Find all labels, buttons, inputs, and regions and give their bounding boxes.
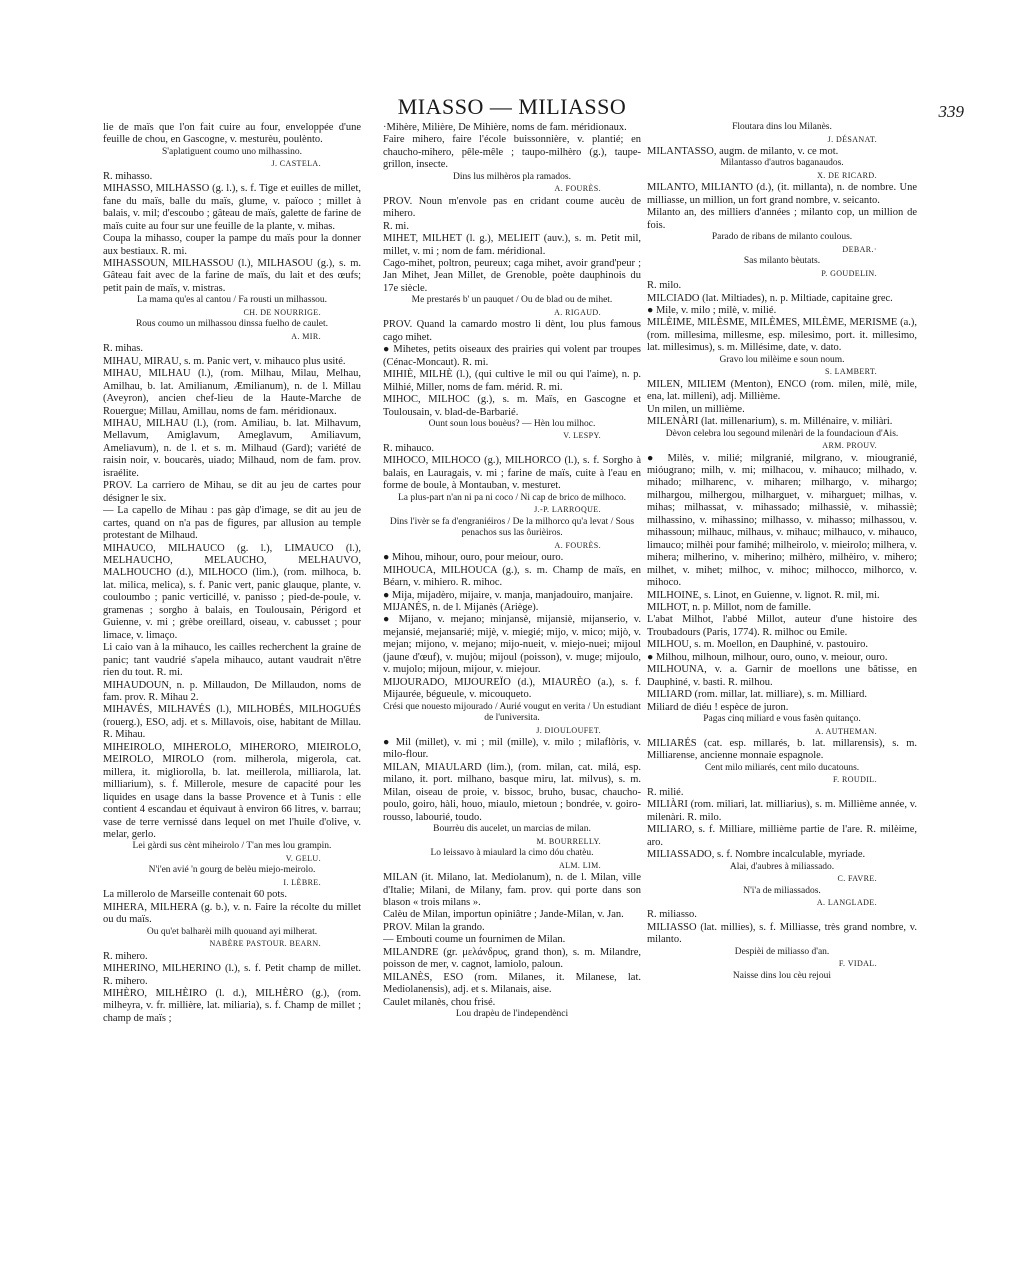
dictionary-entry: MIHOCO, MILHOCO (g.), MILHORCO (l.), s. f. Sorgho à balais, en Lauragais, v. mi ; farine de maïs, cuite à l'eau en forme de boule, à Montauban, v. mesturet. xyxy=(383,455,641,492)
dictionary-entry: MILHOINE, s. Linot, en Guienne, v. lignot. R. mil, mi. xyxy=(647,589,880,601)
citation-quote: Pagas cinq miliard e vous fasèn quitanço. xyxy=(703,714,861,725)
citation-author: J. CASTELA. xyxy=(271,159,321,169)
citation-quote: Dins l'ivèr se fa d'engraniéiros / De la milhorco qu'a levat / Sous penachos sus las ôurièiros. xyxy=(389,516,635,539)
dictionary-entry: MIHASSOUN, MILHASSOU (l.), MILHASOU (g.), s. m. Gâteau fait avec de la farine de maïs, du lait et des œufs; petit pain de maïs, v. mistras. xyxy=(103,258,361,294)
citation-author: A. FOURÈS. xyxy=(554,540,601,550)
dictionary-entry: MILIASSO (lat. millies), s. f. Milliasse, très grand nombre, v. milanto. xyxy=(647,921,917,946)
citation-quote: Bourrèu dis aucelet, un marcias de milan. xyxy=(433,824,591,835)
dictionary-entry: Milanto an, des milliers d'années ; milanto cop, un million de fois. xyxy=(647,207,917,231)
page-number: 339 xyxy=(938,102,964,121)
etymology-reference: R. milo. xyxy=(647,280,682,292)
citation-author: V. LESPY. xyxy=(563,431,601,441)
dictionary-entry: — Embouti coume un fournimen de Milan. xyxy=(383,934,566,946)
dictionary-entry: Un milen, un millième. xyxy=(647,403,745,415)
dictionary-entry: ·Mihère, Milière, De Mihière, noms de fam. méridionaux. xyxy=(383,122,627,133)
citation-quote: Milantasso d'autros baganaudos. xyxy=(720,158,844,169)
dictionary-entry: MILIARÉS (cat. esp. millarés, b. lat. millarensis), s. m. Milliarense, ancienne monnaie espagnole. xyxy=(647,737,917,762)
dictionary-entry: MIHIÈ, MILHÈ (l.), (qui cultive le mil ou qui l'aime), n. p. Milhié, Miller, noms de fam. mérid. R. mi. xyxy=(383,369,641,393)
dictionary-entry: MILANTASSO, augm. de milanto, v. ce mot. xyxy=(647,145,839,157)
citation-quote: Ou qu'et balharèi milh quouand ayi milherat. xyxy=(146,926,318,937)
citation-author: V. GELU. xyxy=(285,853,321,863)
citation-author: F. ROUDIL. xyxy=(832,775,877,785)
citation-quote: Dins lus milhèros pla ramados. xyxy=(453,171,571,182)
citation-author: NABÈRE PASTOUR. BEARN. xyxy=(209,939,321,949)
dictionary-entry: lie de maïs que l'on fait cuire au four, enveloppée d'une feuille de chou, en Gascogne, v. mesturèu, poulènto. xyxy=(103,122,361,146)
dictionary-entry: ● Mihou, mihour, ouro, pour meiour, ouro. xyxy=(383,552,564,564)
dictionary-entry: MILHOUNA, v. a. Garnir de moellons une bâtisse, en Dauphiné, v. basti. R. milhou. xyxy=(647,664,917,688)
citation-quote: Gravo lou milèime e soun noum. xyxy=(719,354,845,365)
citation-author: J.-P. LARROQUE. xyxy=(534,505,601,515)
etymology-reference: R. milié. xyxy=(647,786,684,798)
dictionary-entry: MIHAUCO, MILHAUCO (g. l.), LIMAUCO (l.), MELHAUCHO, MELAUCHO, MELHAUVO, MALHOUCHO (d.), MILHOCO (lim.), (rom. milhoca, b. lat. milica, melica), s. f. Panic vert, panic glauque, plante, v. couloumbo ; panic verticillé, v. panisso ; pied-de-poule, v. gramenas ; sorgho à balais, en Toulousain, Périgord et Guienne, v. mi ; grèbe oreillard, oiseau, v. cabusset ; pour limace, v. limaço. xyxy=(103,542,361,641)
etymology-reference: R. mihauco. xyxy=(383,442,435,454)
dictionary-entry: MILHOU, s. m. Moellon, en Dauphiné, v. pastouiro. xyxy=(647,639,868,651)
dictionary-entry: PROV. Milan la grando. xyxy=(383,921,485,933)
citation-quote: Lou drapèu de l'independènci xyxy=(455,1009,569,1020)
dictionary-entry: Coupa la mihasso, couper la pampe du maïs pour la donner aux bestiaux. R. mi. xyxy=(103,233,361,257)
dictionary-entry: ● Mile, v. milo ; milè, v. milié. xyxy=(647,304,777,316)
column-middle xyxy=(383,122,641,1272)
dictionary-entry: MIHEIROLO, MIHEROLO, MIHERORO, MIEIROLO, MEIROLO, MIROLO (rom. milherola, migerola, cat. millera, it. migliorolla, b. lat. meillerola, milliarola, lat. milliarium), s. f. Millerole, mesure de capacité pour les liquides en usage dans la basse Provence et à Tunis : elle contient 4 escandau et équivaut à environ 66 litres, v. barrau; vase de terre vernissé dans lequel on met l'huile d'olive, v. melar, gerlo. xyxy=(103,741,361,840)
running-head: MIASSO — MILIASSO xyxy=(397,94,627,119)
dictionary-entry: Faire mihero, faire l'école buissonnière, v. plantié; en chaucho-mihero, pêle-mêle ; taupo-milhèro (g.), taupe-grillon, insecte. xyxy=(383,134,641,171)
citation-author: C. FAVRE. xyxy=(837,874,877,884)
dictionary-entry: ● Mihetes, petits oiseaux des prairies qui volent par troupes (Cénac-Moncaut). R. mi. xyxy=(383,344,641,368)
dictionary-entry: MILIASSADO, s. f. Nombre incalculable, myriade. xyxy=(647,849,866,861)
dictionary-entry: MIHAVÉS, MILHAVÉS (l.), MILHOBÉS, MILHOGUÉS (rouerg.), ESO, adj. et s. Millavois, oise, habitant de Millau. R. Mihau. xyxy=(103,704,361,741)
citation-quote: Floutara dins lou Milanès. xyxy=(732,122,832,132)
column-left xyxy=(103,122,361,1272)
dictionary-entry: Caulet milanès, chou frisé. xyxy=(383,996,496,1008)
dictionary-entry: ● Mijano, v. mejano; minjansè, mijansiè, mijanserio, v. mejansié, mejansarié; mijè, v. miegié; mijo, v. mico; mijò, v. mejan; mijono, v. mejano; mijo-nueit, v. miejo-nuei; mijoul (jaune d'œuf), v. mujòu; mijoul (poisson), v. muge; mijoulo, v. mujolo; mijoun, mijour, v. miejour. xyxy=(383,614,641,676)
dictionary-entry: MILANDRE (gr. μελάνδρυς, grand thon), s. m. Milandre, poisson de mer, v. cagnot, lamiolo, paloun. xyxy=(383,946,641,971)
etymology-reference: R. mihas. xyxy=(103,343,143,355)
dictionary-entry: Miliard de dìéu ! espèce de juron. xyxy=(647,701,789,713)
citation-quote: Naisse dins lou cèu rejoui xyxy=(732,970,832,981)
citation-quote: N'i'en avié 'n gourg de belèu miejo-meirolo. xyxy=(148,865,316,876)
dictionary-entry: MIHAU, MILHAU (l.), (rom. Milhau, Milau, Melhau, Amilhau, b. lat. Amilianum, Æmilianum), n. de l. Millau (Aveyron), ancien chef-lieu de la Haute-Marche de Rouergue; Millau, Amillau, noms de fam. méridionaux. xyxy=(103,368,361,417)
citation-author: A. LANGLADE. xyxy=(816,898,877,908)
citation-quote: Lo leissavo à miaulard la cimo dóu chatèu. xyxy=(430,848,594,859)
citation-author: J. DIOULOUFET. xyxy=(536,725,601,735)
etymology-reference: R. miliasso. xyxy=(647,909,697,921)
citation-author: J. DÉSANAT. xyxy=(827,134,877,144)
citation-quote: La plus-part n'an ni pa ni coco / Ni cap de brico de milhoco. xyxy=(397,492,627,503)
dictionary-entry: MILENÀRI (lat. millenarium), s. m. Millénaire, v. miliàri. xyxy=(647,416,893,428)
dictionary-entry: MIHERA, MILHERA (g. b.), v. n. Faire la récolte du millet ou du maïs. xyxy=(103,901,361,926)
dictionary-entry: MIHAU, MIRAU, s. m. Panic vert, v. mihauco plus usité. xyxy=(103,355,346,367)
dictionary-entry: MILCIADO (lat. Miltiades), n. p. Miltiade, capitaine grec. xyxy=(647,292,893,304)
dictionary-entry: MILANTO, MILIANTO (d.), (it. millanta), n. de nombre. Une milliasse, un million, un fort grand nombre, v. seicanto. xyxy=(647,182,917,206)
citation-quote: La mama qu'es al cantou / Fa rousti un milhassou. xyxy=(136,295,328,306)
citation-author: DEBAR.· xyxy=(842,244,877,254)
citation-quote: Rous coumo un milhassou dinssa fuelho de caulet. xyxy=(135,319,329,330)
dictionary-entry: ● Mija, mijadèro, mijaire, v. manja, manjadouiro, manjaire. xyxy=(383,589,634,601)
dictionary-entry: MIHAUDOUN, n. p. Millaudon, De Millaudon, noms de fam. prov. R. Mihau 2. xyxy=(103,679,361,703)
citation-quote: Ount soun lous bouèus? — Hèn lou milhoc. xyxy=(428,418,596,429)
dictionary-entry: L'abat Milhot, l'abbé Millot, auteur d'une histoire des Troubadours (Paris, 1774). R. milhoc ou Emile. xyxy=(647,614,917,638)
citation-author: S. LAMBERT. xyxy=(825,367,877,377)
dictionary-entry: ● Mil (millet), v. mi ; mil (mille), v. milo ; milaflòris, v. milo-flour. xyxy=(383,737,641,761)
citation-quote: Despièi de miliasso d'an. xyxy=(734,946,830,957)
citation-quote: Crési que nouesto mijourado / Aurié vougut en verita / Un estudiant de l'universita. xyxy=(383,701,641,724)
dictionary-entry: — La capello de Mihau : pas gàp d'image, se dit au jeu de cartes, quand on n'a pas de figures, par allusion au temple protestant de Milhaud. xyxy=(103,505,361,542)
dictionary-entry: MIJANÉS, n. de l. Mijanès (Ariège). xyxy=(383,601,539,613)
dictionary-entry: MILANÈS, ESO (rom. Milanes, it. Milanese, lat. Mediolanensis), adj. et s. Milanais, aise. xyxy=(383,971,641,996)
dictionary-entry: MIJOURADO, MIJOUREÏO (d.), MIAURÈO (a.), s. f. Mijaurée, bégueule, v. micouqueto. xyxy=(383,676,641,701)
citation-author: A. MIR. xyxy=(291,331,321,341)
etymology-reference: R. mihasso. xyxy=(103,170,153,182)
dictionary-entry: MILAN (it. Milano, lat. Mediolanum), n. de l. Milan, ville d'Italie; Milani, de Milany, fam. prov. qui porte dans son blason « trois milans ». xyxy=(383,872,641,909)
dictionary-entry: Li caio van à la mihauco, les cailles recherchent la graine de panic; tant vaudrié s'apela mihauco, autant vaudrait n'être rien du tout. R. mi. xyxy=(103,642,361,679)
citation-quote: S'aplatiguent coumo uno milhassino. xyxy=(162,146,302,157)
dictionary-entry: MIHOUCA, MILHOUCA (g.), s. m. Champ de maïs, en Béarn, v. mihiero. R. mihoc. xyxy=(383,564,641,589)
dictionary-entry: La millerolo de Marseille contenait 60 pots. xyxy=(103,889,287,901)
dictionary-entry: MILIARD (rom. millar, lat. milliare), s. m. Milliard. xyxy=(647,689,868,701)
etymology-reference: R. mi. xyxy=(383,220,409,232)
dictionary-entry: Cago-mihet, poltron, peureux; caga mihet, avoir grand'peur ; Jan Mihet, Jean Millet, de Grenoble, poète dauphinois du 17e siècle. xyxy=(383,258,641,294)
citation-quote: Sas milanto bèutats. xyxy=(743,256,821,267)
citation-quote: Alai, d'aubres à miliassado. xyxy=(729,861,835,872)
citation-author: F. VIDAL. xyxy=(838,959,877,969)
dictionary-entry: MILEN, MILIEM (Menton), ENCO (rom. milen, milè, mile, ena, lat. milleni), adj. Millième. xyxy=(647,378,917,403)
citation-quote: Dèvon celebra lou segound milenàri de la foundacioun d'Ais. xyxy=(665,428,899,439)
citation-author: CH. DE NOURRIGE. xyxy=(243,307,321,317)
citation-quote: Lei gàrdi sus cènt miheirolo / T'an mes lou grampin. xyxy=(132,841,332,852)
citation-author: M. BOURRELLY. xyxy=(536,836,601,846)
dictionary-entry: MIHAU, MILHAU (l.), (rom. Amiliau, b. lat. Milhavum, Mellavum, Amiglavum, Ameglavum, Amiliavum, Ameliavum), n. de l. et s. m. Milhaud (Gard); variété de raisin noir, v. boucarès, uiado; Milhaud, nom de fam. prov. israélite. xyxy=(103,418,361,479)
citation-quote: Cent milo miliarés, cent milo ducatouns. xyxy=(704,762,860,773)
citation-author: A. FOURÈS. xyxy=(554,184,601,194)
page-header xyxy=(0,94,1024,124)
dictionary-entry: MILÈIME, MILÈSME, MILÈMES, MILÈME, MERISME (a.), (rom. millesima, millesme, esp. milesimo, port. it. millesimo, lat. millesimus), s. m. Millésime, date, v. dato. xyxy=(647,317,917,354)
dictionary-entry: MIHASSO, MILHASSO (g. l.), s. f. Tige et euilles de millet, fane du maïs, balle du maïs, glume, v. païoco ; millet à balais, v. mil; d'escoubo ; gâteau de maïs, galette de farine de maïs cuite au four sur une feuille de la plante, v. mihas. xyxy=(103,183,361,232)
citation-author: ALM. LIM. xyxy=(558,860,601,870)
dictionary-entry: PROV. La carriero de Mihau, se dit au jeu de cartes pour désigner le six. xyxy=(103,480,361,504)
citation-author: P. GOUDELIN. xyxy=(821,268,877,278)
citation-author: X. DE RICARD. xyxy=(817,170,877,180)
dictionary-entry: MILHOT, n. p. Millot, nom de famille. xyxy=(647,601,811,613)
column-right xyxy=(647,122,917,1272)
citation-quote: Me prestarés b' un pauquet / Ou de blad ou de mihet. xyxy=(411,295,613,306)
citation-quote: Parado de ribans de milanto coulous. xyxy=(711,232,853,243)
dictionary-entry: MILIARO, s. f. Milliare, millième partie de l'are. R. milèime, aro. xyxy=(647,824,917,848)
dictionary-entry: MIHERINO, MILHERINO (l.), s. f. Petit champ de millet. R. mihero. xyxy=(103,963,361,987)
dictionary-entry: MIHÈRO, MILHÈIRO (l. d.), MILHÈRO (g.), (rom. milheyra, v. fr. millière, lat. miliaria), s. f. Champ de millet ; champ de maïs ; xyxy=(103,988,361,1024)
citation-author: I. LÈBRE. xyxy=(283,877,321,887)
etymology-reference: R. mihero. xyxy=(103,950,148,962)
dictionary-entry: MIHET, MILHET (l. g.), MELIEIT (auv.), s. m. Petit mil, millet, v. mi ; nom de fam. méridional. xyxy=(383,233,641,257)
dictionary-entry: MILAN, MIAULARD (lim.), (rom. milan, cat. milá, esp. milano, it. port. milhano, basque miru, lat. milvus), s. m. Milan, oiseau de proie, v. bissoc, bruho, busac, chaucho-poulo, goiro, hàli, houo, miaulo, mietoun ; bondrée, v. goiro-rousso, labourié, toudo. xyxy=(383,761,641,823)
dictionary-entry: MILIÀRI (rom. miliari, lat. milliarius), s. m. Millième année, v. milenàri. R. milo. xyxy=(647,799,917,823)
dictionary-entry: ● Milhou, milhoun, milhour, ouro, ouno, v. meiour, ouro. xyxy=(647,651,888,663)
dictionary-entry: ● Milès, v. milié; milgranié, milgrano, v. miougranié, mióugrano; milh, v. mi; milhacou, v. mihauco; milhado, v. mihado; milharenc, v. miharen; milhargo, v. mihargo; milhargou, milhergou, milharguet, v. miharguet; milhas, v. mihas; milhassat, v. mihassado; milhassiè, v. mihassiè; milhassino, v. mihassino; milhasso, v. mihasso; milhassou, v. mihassoun; milhauc, milhaus, v. mihauc; milhauco, v. mihauco, limauco; milhèi pour famihé; milheirolo, v. mieirolo; milhera, v. mihera; milherino, v. miherino; milhèro, milhèiro, v. mihero; milhet, v. mihet; milhoc, v. mihoc; milhocco, milhorco, v. mihoco. xyxy=(647,452,917,589)
citation-author: A. AUTHEMAN. xyxy=(815,726,877,736)
citation-author: A. RIGAUD. xyxy=(554,307,601,317)
dictionary-entry: Calèu de Milan, importun opiniâtre ; Jande-Milan, v. Jan. xyxy=(383,909,624,921)
citation-quote: N'i'a de miliassados. xyxy=(743,885,821,896)
dictionary-entry: MIHOC, MILHOC (g.), s. m. Maïs, en Gascogne et Toulousain, v. blad-de-Barbarié. xyxy=(383,394,641,418)
dictionary-entry: PROV. Quand la camardo mostro li dènt, lou plus famous cago mihet. xyxy=(383,319,641,343)
citation-author: ARM. PROUV. xyxy=(822,441,877,451)
dictionary-entry: PROV. Noun m'envole pas en cridant coume aucèu de mihero. xyxy=(383,195,641,220)
